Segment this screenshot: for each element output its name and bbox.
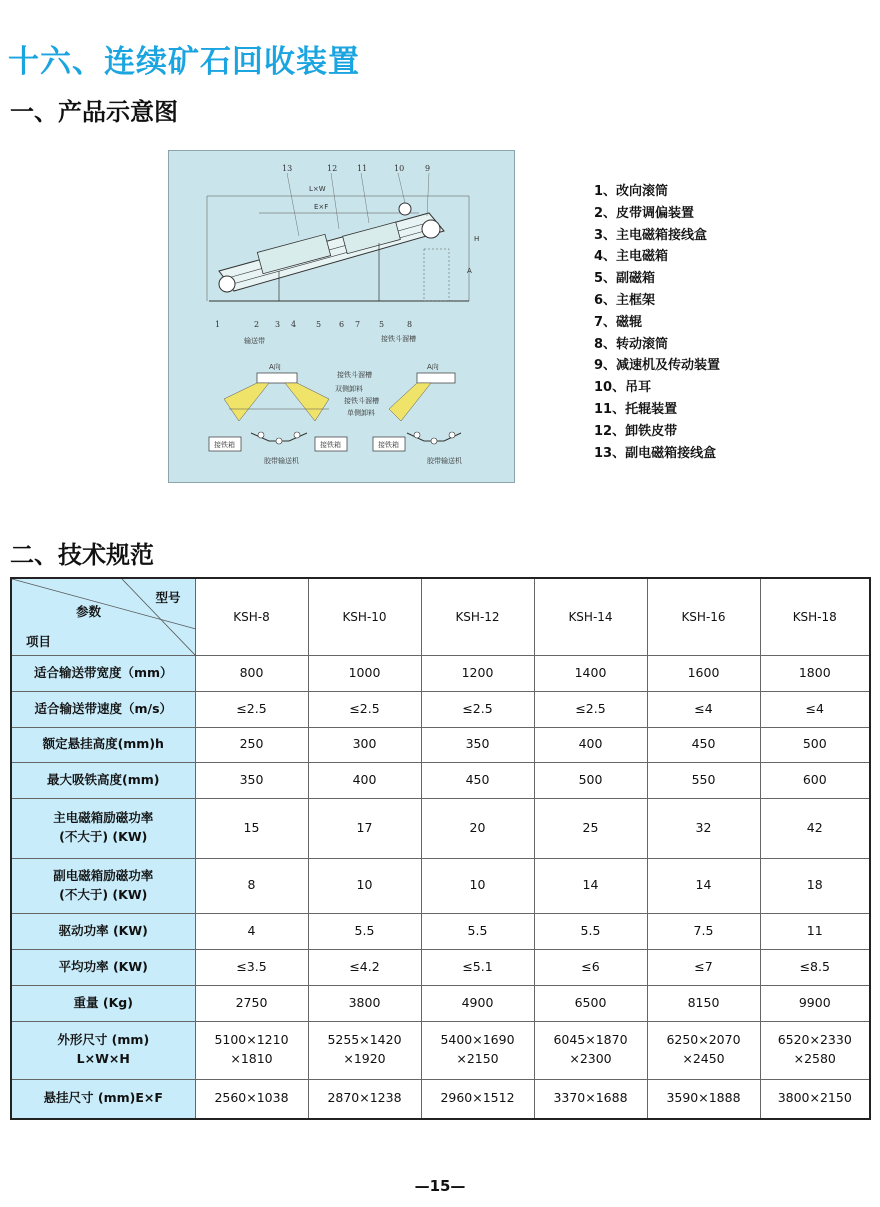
table-cell: 8	[195, 858, 308, 913]
column-header: KSH-16	[647, 578, 760, 655]
table-cell: 15	[195, 798, 308, 858]
single-discharge: 单侧卸料	[347, 409, 375, 417]
table-cell: 8150	[647, 985, 760, 1021]
table-cell: 42	[760, 798, 870, 858]
table-cell: 6500	[534, 985, 647, 1021]
table-cell: 6045×1870 ×2300	[534, 1021, 647, 1079]
table-cell: 400	[308, 762, 421, 798]
list-item: 3、主电磁箱接线盒	[594, 227, 708, 243]
dim-ef: E×F	[314, 203, 329, 211]
product-diagram	[168, 150, 515, 483]
table-cell: ≤4.2	[308, 949, 421, 985]
callout-13: 13	[282, 164, 293, 173]
row-label: 外形尺寸 (mm) L×W×H	[11, 1021, 195, 1079]
callout-12: 12	[327, 164, 338, 173]
column-header: KSH-12	[421, 578, 534, 655]
callout-7: 7	[355, 320, 361, 329]
table-cell: 4900	[421, 985, 534, 1021]
list-item: 1、改向滚筒	[594, 184, 669, 199]
list-item: 2、皮带调偏装置	[594, 205, 695, 221]
list-item: 5、副磁箱	[594, 271, 656, 287]
column-header: KSH-8	[195, 578, 308, 655]
table-cell: ≤6	[534, 949, 647, 985]
view-a-right: A向	[427, 363, 439, 371]
table-cell: 3370×1688	[534, 1079, 647, 1119]
table-cell: 350	[421, 727, 534, 762]
list-item: 8、转动滚筒	[594, 336, 669, 352]
table-row	[11, 1079, 870, 1119]
table-row	[11, 762, 870, 798]
table-cell: 5255×1420 ×1920	[308, 1021, 421, 1079]
table-cell: 4	[195, 913, 308, 949]
table-row	[11, 691, 870, 727]
table-row	[11, 798, 870, 858]
table-cell: 7.5	[647, 913, 760, 949]
dim-h: H	[474, 235, 480, 243]
table-cell: 350	[195, 762, 308, 798]
list-item: 10、吊耳	[594, 380, 652, 396]
dim-a: A	[467, 267, 472, 275]
table-cell: 5.5	[534, 913, 647, 949]
row-label: 副电磁箱励磁功率 (不大于) (KW)	[11, 858, 195, 913]
row-label: 悬挂尺寸 (mm)E×F	[11, 1079, 195, 1119]
table-cell: 1200	[421, 655, 534, 691]
section-heading-diagram: 一、产品示意图	[10, 98, 178, 126]
table-cell: 3800×2150	[760, 1079, 870, 1119]
table-cell: 600	[760, 762, 870, 798]
column-header: KSH-18	[760, 578, 870, 655]
list-item: 9、减速机及传动装置	[594, 358, 721, 374]
callout-4: 4	[291, 320, 297, 329]
list-item: 7、磁辊	[594, 314, 643, 330]
row-label: 主电磁箱励磁功率 (不大于) (KW)	[11, 798, 195, 858]
table-cell: 32	[647, 798, 760, 858]
table-cell: 300	[308, 727, 421, 762]
table-cell: 18	[760, 858, 870, 913]
double-discharge: 双侧卸料	[335, 385, 363, 393]
conveyor-right: 胶带输送机	[427, 457, 462, 465]
row-label: 适合输送带速度（m/s）	[11, 691, 195, 727]
table-cell: ≤8.5	[760, 949, 870, 985]
table-corner-header	[11, 578, 195, 655]
table-cell: 450	[647, 727, 760, 762]
table-cell: 3800	[308, 985, 421, 1021]
table-cell: 1800	[760, 655, 870, 691]
table-cell: ≤3.5	[195, 949, 308, 985]
table-cell: 550	[647, 762, 760, 798]
table-cell: 6250×2070 ×2450	[647, 1021, 760, 1079]
table-cell: 11	[760, 913, 870, 949]
list-item: 6、主框架	[594, 292, 656, 308]
table-cell: 5100×1210 ×1810	[195, 1021, 308, 1079]
table-row	[11, 727, 870, 762]
table-cell: ≤2.5	[421, 691, 534, 727]
callout-9: 9	[425, 164, 431, 173]
callout-11: 11	[357, 164, 368, 173]
callout-5: 5	[316, 320, 322, 329]
list-item: 12、卸铁皮带	[594, 423, 678, 439]
table-row	[11, 1021, 870, 1079]
hopper-label-top: 接铁斗溜槽	[381, 335, 416, 343]
callout-2: 2	[254, 320, 260, 329]
corner-model-label: 型号	[155, 590, 181, 605]
corner-param-label: 参数	[76, 604, 102, 619]
list-item: 11、托辊装置	[594, 401, 678, 417]
table-row	[11, 913, 870, 949]
table-cell: ≤7	[647, 949, 760, 985]
callout-1: 1	[215, 320, 221, 329]
table-cell: ≤4	[760, 691, 870, 727]
table-cell: 2750	[195, 985, 308, 1021]
table-cell: 500	[760, 727, 870, 762]
iron-box-right: 接铁箱	[378, 441, 399, 449]
iron-box-left-1: 接铁箱	[214, 441, 235, 449]
page-title: 十六、连续矿石回收装置	[8, 44, 360, 80]
table-cell: 14	[534, 858, 647, 913]
table-cell: 2870×1238	[308, 1079, 421, 1119]
table-cell: 20	[421, 798, 534, 858]
table-cell: 1000	[308, 655, 421, 691]
table-row	[11, 949, 870, 985]
conveyor-left: 胶带输送机	[264, 457, 299, 465]
iron-box-left-2: 接铁箱	[320, 441, 341, 449]
column-header: KSH-14	[534, 578, 647, 655]
table-cell: 9900	[760, 985, 870, 1021]
table-row	[11, 985, 870, 1021]
callout-8: 8	[407, 320, 413, 329]
view-a-left: A向	[269, 363, 281, 371]
table-cell: 1600	[647, 655, 760, 691]
belt-label: 输送带	[244, 337, 265, 345]
table-cell: 450	[421, 762, 534, 798]
table-cell: 2560×1038	[195, 1079, 308, 1119]
table-cell: ≤5.1	[421, 949, 534, 985]
table-cell: 1400	[534, 655, 647, 691]
parts-list	[594, 180, 720, 463]
hopper-label-2: 接铁斗溜槽	[344, 397, 379, 405]
corner-item-label: 项目	[26, 634, 52, 649]
table-cell: 6520×2330 ×2580	[760, 1021, 870, 1079]
table-row	[11, 655, 870, 691]
table-cell: ≤2.5	[534, 691, 647, 727]
section-heading-specs: 二、技术规范	[10, 541, 154, 569]
table-cell: 500	[534, 762, 647, 798]
table-cell: 5.5	[308, 913, 421, 949]
table-cell: 2960×1512	[421, 1079, 534, 1119]
list-item: 13、副电磁箱接线盒	[594, 445, 717, 461]
list-item: 4、主电磁箱	[594, 249, 669, 265]
spec-table-body	[11, 655, 870, 1119]
row-label: 平均功率 (KW)	[11, 949, 195, 985]
table-cell: 250	[195, 727, 308, 762]
table-cell: 25	[534, 798, 647, 858]
callout-3: 3	[275, 320, 281, 329]
table-cell: 400	[534, 727, 647, 762]
table-cell: 10	[308, 858, 421, 913]
table-cell: 3590×1888	[647, 1079, 760, 1119]
table-cell: 5.5	[421, 913, 534, 949]
table-cell: 10	[421, 858, 534, 913]
column-header: KSH-10	[308, 578, 421, 655]
hopper-label-1: 接铁斗溜槽	[337, 371, 372, 379]
dim-lw: L×W	[309, 185, 326, 193]
page-number: —15—	[414, 1177, 466, 1195]
row-label: 适合输送带宽度（mm）	[11, 655, 195, 691]
table-cell: 14	[647, 858, 760, 913]
table-cell: ≤4	[647, 691, 760, 727]
callout-5b: 5	[379, 320, 385, 329]
table-cell: 17	[308, 798, 421, 858]
callout-10: 10	[394, 164, 405, 173]
row-label: 重量 (Kg)	[11, 985, 195, 1021]
diagram-drawing	[169, 151, 516, 484]
table-cell: ≤2.5	[195, 691, 308, 727]
row-label: 最大吸铁高度(mm)	[11, 762, 195, 798]
row-label: 驱动功率 (KW)	[11, 913, 195, 949]
row-label: 额定悬挂高度(mm)h	[11, 727, 195, 762]
callout-6: 6	[339, 320, 345, 329]
table-cell: 5400×1690 ×2150	[421, 1021, 534, 1079]
table-row	[11, 858, 870, 913]
spec-table	[10, 577, 871, 1120]
table-cell: ≤2.5	[308, 691, 421, 727]
table-cell: 800	[195, 655, 308, 691]
